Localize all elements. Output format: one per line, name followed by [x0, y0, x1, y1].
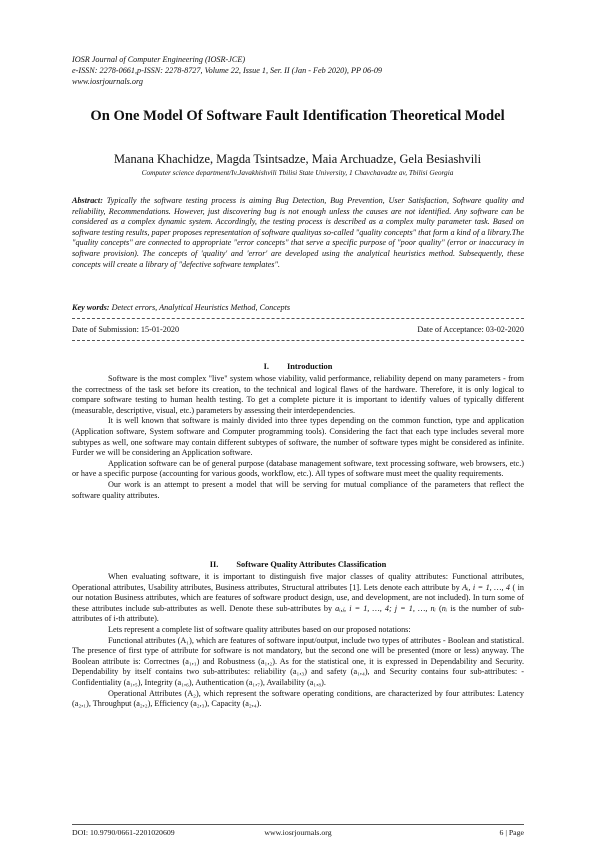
footer-divider [72, 824, 524, 825]
journal-issn: e-ISSN: 2278-0661,p-ISSN: 2278-8727, Volume 22, Issue 1, Ser. II (Jan - Feb 2020), PP 06-09 [72, 66, 383, 75]
math-expression: Aᵢ, i = 1, …, 4 [462, 582, 511, 592]
section-number: I. [263, 362, 269, 371]
section-number: II. [209, 560, 219, 569]
paragraph: Software is the most complex "live" system whose viability, valid performance, reliability depend on many parameters - from the correctness of the task set before its creation, to the technical and logical flaws of the hardware. Therefore, it is only logical to compare software testing to human health testing. To get a complete picture it is important to identify values of typically different (measurable, descriptive, visual, etc.) parameters by assessing their interdependencies. [72, 374, 524, 415]
journal-header [72, 54, 382, 87]
math-expression: nᵢ [441, 603, 448, 613]
paper-title: On One Model Of Software Fault Identification Theoretical Model [90, 108, 505, 124]
paragraph [72, 572, 524, 625]
paragraph: Application software can be of general purpose (database management software, text processing software, web browsers, etc.) or have a specific purpose (accounting for various goods, workflow, etc.). All types of software must meet the quality requirements. [72, 458, 524, 479]
dashed-divider [72, 318, 524, 319]
footer-doi: DOI: 10.9790/0661-2201020609 [72, 828, 175, 837]
text-run: is the number of sub-attributes of i-th attribute). [72, 603, 524, 624]
submission-date: Date of Submission: 15-01-2020 [72, 325, 180, 334]
paragraph: Our work is an attempt to present a model that will be serving for mutual compliance of the parameters that reflect the software quality attributes. [72, 479, 524, 500]
text-run: When evaluating software, it is important to distinguish five major classes of quality attributes: Functional attributes, Operational attributes, Usability attributes, Business attributes, Structural attributes [1]. Lets denote each attribute by [72, 572, 524, 592]
section-title: Software Quality Attributes Classification [236, 560, 387, 569]
section-title: Introduction [286, 362, 333, 371]
abstract-label: Abstract: [72, 196, 103, 205]
paragraph: It is well known that software is mainly divided into three types depending on the common function, type and application (Application software, System software and Computer programming tools). Considering the fact that each type includes several more subtypes as well, one software may contain different subtypes of software, the number of software types might be considered as infinite. Furder we will be considering an Application software. [72, 416, 524, 458]
paper-authors: Manana Khachidze, Magda Tsintsadze, Maia Archuadze, Gela Besiashvili [113, 152, 482, 166]
keywords-text: Detect errors, Analytical Heuristics Method, Concepts [109, 303, 291, 312]
section-heading-introduction [72, 362, 524, 372]
math-expression: aᵢ,ⱼ, i = 1, …, 4; j = 1, …, nᵢ [335, 603, 436, 613]
paragraph: Functional attributes (A₁), which are features of software input/output, include two types of attributes - Boolean and statistical. The presence of first type of attribute for software is not mandatory, but the second one will be presented (more or less) anyway. The Boolean attribute is: Correctnes (a₁,₁) and Robustness (a₁,₂). As for the statistical one, it is expressed in Dependability and Security. Dependability by itself contains two sub-attributes: reliability (a₁,₃) and safety (a₁,₄), and Security contains four sub-attributes: - Confidentiality (a₁,₅), Integrity (a₁,₆), Authentication (a₁,₇), Availability (a₁,₈). [72, 635, 524, 687]
paragraph: Lets represent a complete list of software quality attributes based on our proposed notations: [108, 624, 411, 634]
footer-website[interactable]: www.iosrjournals.org [264, 828, 332, 837]
acceptance-date: Date of Acceptance: 03-02-2020 [417, 325, 524, 334]
text-run: ( in our notation Business attributes, which are features of software product design, use, and development, are not included). In turn some of these attributes include sub-attributes as well. Denote these sub-attributes by [72, 582, 524, 613]
section-heading-classification [72, 560, 524, 570]
text-run: ( [435, 603, 442, 613]
dashed-divider [72, 340, 524, 341]
keywords [72, 303, 524, 314]
classification-body [72, 572, 524, 710]
author-affiliation: Computer science department/Iv.Javakhishvili Tbilisi State University, 1 Chavchavadze av, Tbilisi Georgia [141, 168, 454, 177]
abstract-text: Typically the software testing process is aiming Bug Detection, Bug Prevention, User Satisfaction, Software quality and reliability, Recommendations. However, just discovering bug is not enough unless the causes are not identified. Any software can be considered as a complex dynamic system. Accordingly, the testing process is described as a complex multy parameter task. Based on software testing results, paper proposes representation of software qualityas so-called "quality concepts" that form a kind of a library.The "quality concepts" are connected to appropriate "error concepts" that serve a specific purpose of "poor quality" (error or inaccuracy in software provision). The concepts of 'quality' and 'error' are developed using the analytical heuristics method. Subsequently, these concepts will create a library of "defective software templates". [72, 196, 524, 269]
journal-website[interactable]: www.iosrjournals.org [72, 77, 143, 86]
abstract [72, 196, 524, 270]
journal-name: IOSR Journal of Computer Engineering (IOSR-JCE) [72, 55, 246, 64]
keywords-label: Key words: [72, 303, 110, 312]
introduction-body [72, 374, 524, 501]
paragraph: Operational Attributes (A₂), which represent the software operating conditions, are characterized by four attributes: Latency (a₂,₁), Throughput (a₂,₂), Efficiency (a₂,₃), Capacity (a₂,₄). [72, 688, 524, 709]
footer-page-number: 6 | Page [499, 828, 524, 837]
